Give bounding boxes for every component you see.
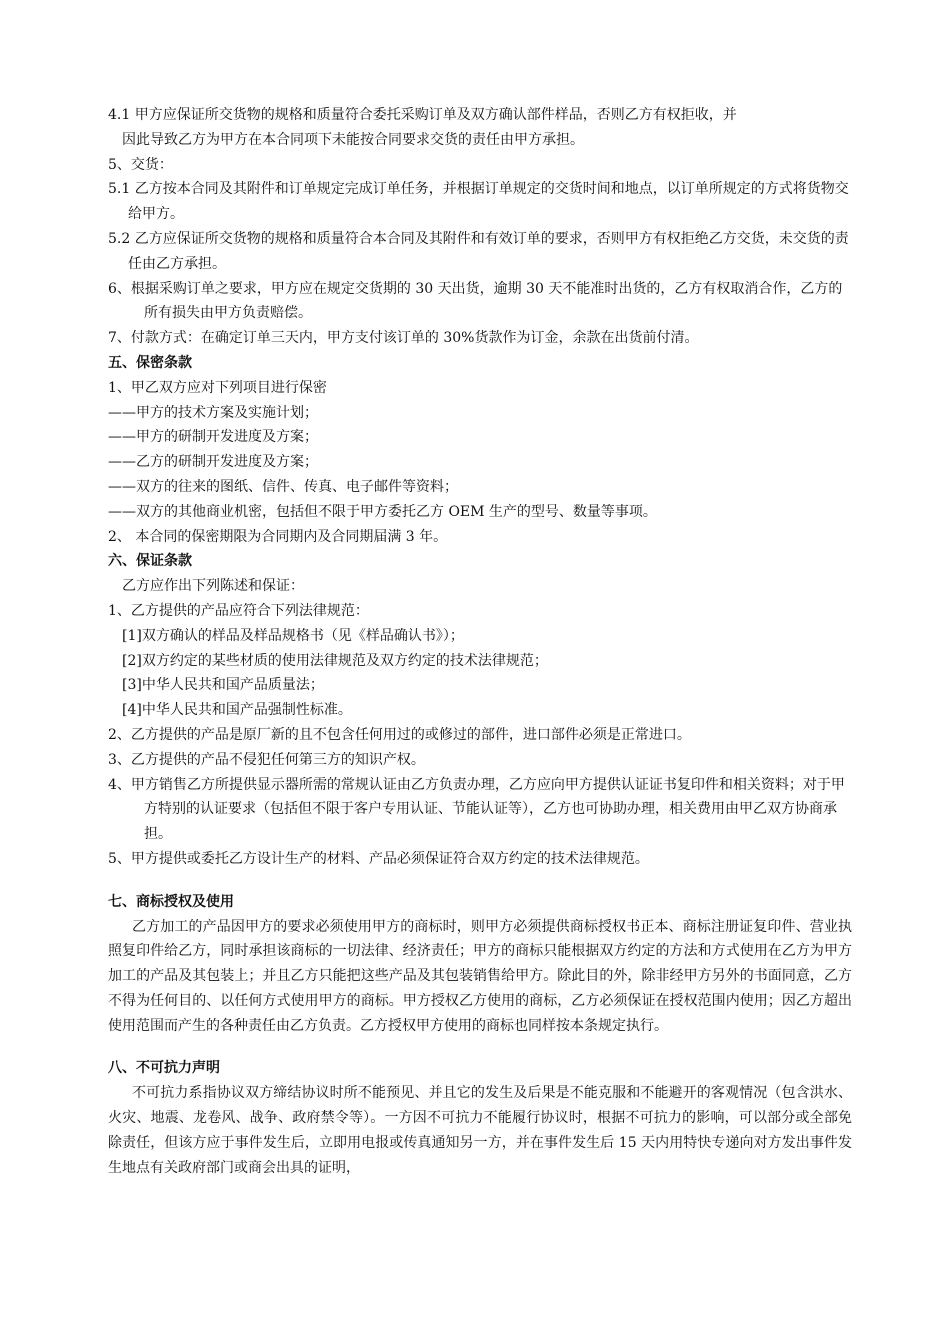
guarantee-5: 5、甲方提供或委托乙方设计生产的材料、产品必须保证符合双方约定的技术法律规范。	[108, 850, 649, 867]
guarantee-1: 1、乙方提供的产品应符合下列法律规范：	[108, 602, 369, 619]
confidential-item: ——双方的往来的图纸、信件、传真、电子邮件等资料；	[108, 478, 458, 495]
clause-5-2: 5.2 乙方应保证所交货物的规格和质量符合本合同及其附件和有效订单的要求，否则甲方有权拒绝乙方交货，未交货的责任由乙方承担。	[108, 230, 849, 272]
force-majeure-paragraph: 不可抗力系指协议双方缔结协议时所不能预见、并且它的发生及后果是不能克服和不能避开的客观情况（包含洪水、火灾、地震、龙卷风、战争、政府禁令等）。一方因不可抗力不能履行协议时，根据不可抗力的影响，可以部分或全部免除责任，但该方应于事件发生后，立即用电报或传真通知另一方，并在事件发生后 15 天内用特快专递向对方发出事件发生地点有关政府部门或商会出具的证明，	[108, 1085, 852, 1176]
section-7-heading: 七、商标授权及使用	[108, 893, 234, 910]
clause-4-1: 4.1 甲方应保证所交货物的规格和质量符合委托采购订单及双方确认部件样品，否则乙方有权拒收，并	[108, 107, 737, 123]
confidential-item: ——乙方的研制开发进度及方案；	[108, 454, 318, 471]
spacer	[108, 872, 852, 890]
clause-6: 6、根据采购订单之要求，甲方应在规定交货期的 30 天出货，逾期 30 天不能准时出货的，乙方有权取消合作，乙方的所有损失由甲方负责赔偿。	[108, 280, 843, 322]
confidential-2: 2、 本合同的保密期限为合同期内及合同期届满 3 年。	[108, 528, 448, 545]
section-6-heading: 六、保证条款	[108, 553, 192, 570]
confidential-1: 1、甲乙双方应对下列项目进行保密	[108, 379, 327, 396]
section-5-heading: 五、保密条款	[108, 354, 192, 371]
trademark-paragraph: 乙方加工的产品因甲方的要求必须使用甲方的商标时，则甲方必须提供商标授权书正本、商标注册证复印件、营业执照复印件给乙方，同时承担该商标的一切法律、经济责任；甲方的商标只能根据双方约定的方法和方式使用在乙方为甲方加工的产品及其包装上；并且乙方只能把这些产品及其包装销售给甲方。除此目的外，除非经甲方另外的书面同意，乙方不得为任何目的、以任何方式使用甲方的商标。甲方授权乙方使用的商标，乙方必须保证在授权范围内使用；因乙方超出使用范围而产生的各种责任由乙方负责。乙方授权甲方使用的商标也同样按本条规定执行。	[108, 918, 852, 1034]
confidential-item: ——甲方的技术方案及实施计划；	[108, 404, 318, 421]
clause-5-1: 5.1 乙方按本合同及其附件和订单规定完成订单任务，并根据订单规定的交货时间和地点，以订单所规定的方式将货物交给甲方。	[108, 181, 849, 223]
clause-5-title: 5、交货：	[108, 156, 173, 173]
guarantee-4: 4、甲方销售乙方所提供显示器所需的常规认证由乙方负责办理，乙方应向甲方提供认证证书复印件和相关资料；对于甲方特别的认证要求（包括但不限于客户专用认证、节能认证等），乙方也可协助办理，相关费用由甲乙双方协商承担。	[108, 776, 845, 843]
section-8-heading: 八、不可抗力声明	[108, 1060, 220, 1077]
guarantee-law-item: [2]双方约定的某些材质的使用法律规范及双方约定的技术法律规范；	[122, 652, 548, 669]
spacer	[108, 1038, 852, 1056]
guarantee-law-item: [1]双方确认的样品及样品规格书（见《样品确认书》）；	[122, 627, 464, 644]
guarantee-2: 2、乙方提供的产品是原厂新的且不包含任何用过的或修过的部件，进口部件必须是正常进口。	[108, 726, 691, 743]
document-page	[108, 103, 852, 1180]
guarantee-law-item: [4]中华人民共和国产品强制性标准。	[122, 702, 352, 719]
clause-4-1-cont: 因此导致乙方为甲方在本合同项下未能按合同要求交货的责任由甲方承担。	[122, 131, 584, 148]
confidential-item: ——甲方的研制开发进度及方案；	[108, 429, 318, 446]
guarantee-law-item: [3]中华人民共和国产品质量法；	[122, 677, 324, 694]
confidential-item: ——双方的其他商业机密，包括但不限于甲方委托乙方 OEM 生产的型号、数量等事项。	[108, 503, 657, 520]
clause-7: 7、付款方式：在确定订单三天内，甲方支付该订单的 30%货款作为订金，余款在出货前付清。	[108, 330, 699, 347]
guarantee-3: 3、乙方提供的产品不侵犯任何第三方的知识产权。	[108, 751, 425, 768]
guarantee-intro: 乙方应作出下列陈述和保证：	[122, 578, 304, 595]
